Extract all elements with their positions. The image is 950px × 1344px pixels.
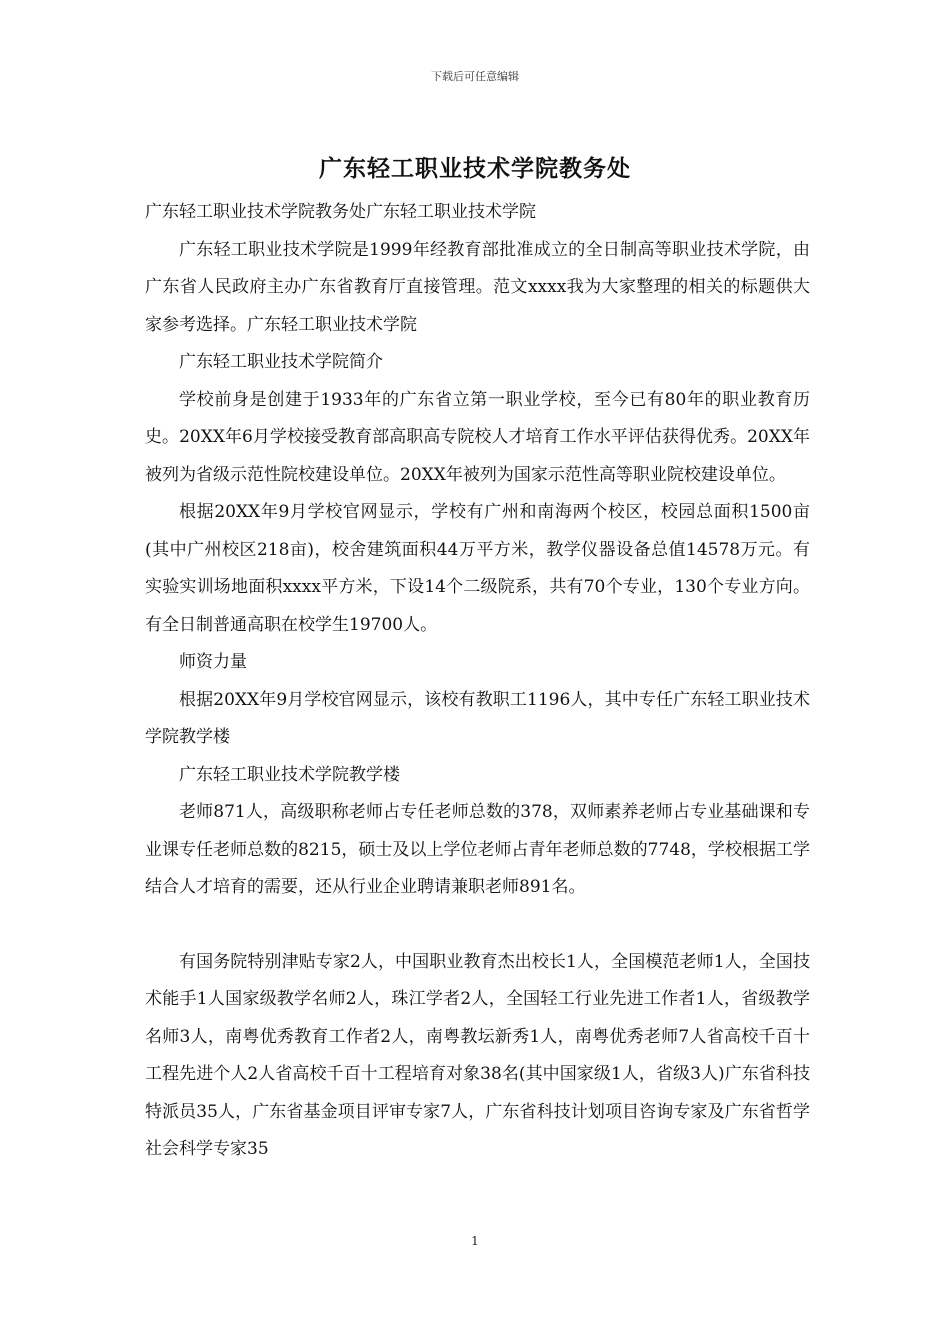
- section-heading-overview: 广东轻工职业技术学院简介: [179, 352, 383, 372]
- paragraph-history: 学校前身是创建于1933年的广东省立第一职业学校，至今已有80年的职业教育历史。20XX年6月学校接受教育部高职高专院校人才培育工作水平评估获得优秀。20XX年被列为省级示范性院校建设单位。20XX年被列为国家示范性高等职业院校建设单位。: [145, 389, 810, 485]
- paragraph-subtitle: 广东轻工职业技术学院教务处广东轻工职业技术学院: [145, 202, 536, 222]
- paragraph-intro: 广东轻工职业技术学院是1999年经教育部批准成立的全日制高等职业技术学院，由广东省人民政府主办广东省教育厅直接管理。范文xxxx我为大家整理的相关的标题供大家参考选择。广东轻工职业技术学院: [145, 239, 810, 335]
- paragraph-campus: 根据20XX年9月学校官网显示，学校有广州和南海两个校区，校园总面积1500亩(其中广州校区218亩)，校舍建筑面积44万平方米，教学仪器设备总值14578万元。有实验实训场地面积xxxx平方米，下设14个二级院系，共有70个专业，130个专业方向。有全日制普通高职在校学生19700人。: [145, 502, 810, 635]
- paragraph-teachers: 老师871人，高级职称老师占专任老师总数的378，双师素养老师占专业基础课和专业课专任老师总数的8215，硕士及以上学位老师占青年老师总数的7748，学校根据工学结合人才培育的需要，还从行业企业聘请兼职老师891名。: [145, 802, 810, 897]
- document-title: 广东轻工职业技术学院教务处: [319, 155, 631, 182]
- section-heading-faculty: 师资力量: [179, 652, 247, 672]
- paragraph-building-caption: 广东轻工职业技术学院教学楼: [179, 764, 400, 785]
- paragraph-honors: 有国务院特别津贴专家2人，中国职业教育杰出校长1人，全国模范老师1人，全国技术能手1人国家级教学名师2人，珠江学者2人，全国轻工行业先进工作者1人，省级教学名师3人，南粤优秀教育工作者2人，南粤教坛新秀1人，南粤优秀老师7人省高校千百十工程先进个人2人省高校千百十工程培育对象38名(其中国家级1人，省级3人)广东省科技特派员35人，广东省基金项目评审专家7人，广东省科技计划项目咨询专家及广东省哲学社会科学专家35: [145, 951, 810, 1159]
- page-header-note: 下载后可任意编辑: [431, 70, 519, 83]
- document-body: [145, 194, 810, 1169]
- paragraph-staff: 根据20XX年9月学校官网显示，该校有教职工1196人，其中专任广东轻工职业技术学院教学楼: [145, 689, 810, 747]
- page-number: 1: [471, 1234, 479, 1248]
